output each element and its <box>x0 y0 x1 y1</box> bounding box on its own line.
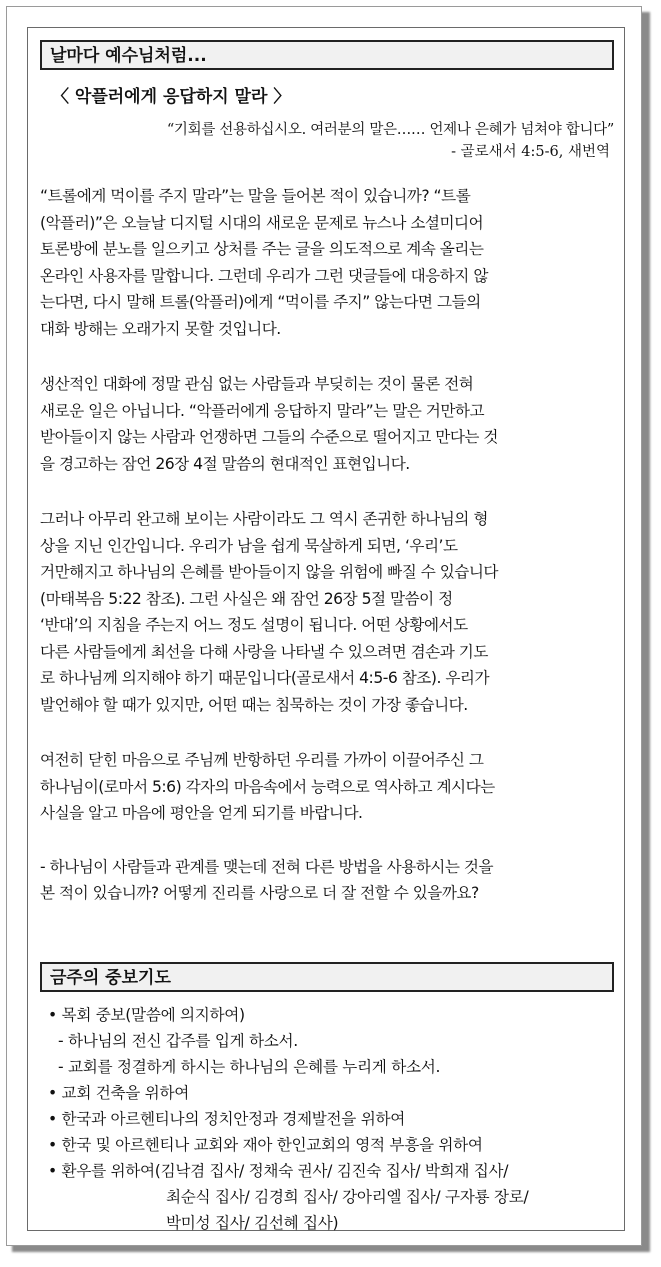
text-line: 다른 사람들에게 최선을 다해 사랑을 나타낼 수 있으려면 겸손과 기도 <box>40 642 488 661</box>
text-line: 거만해지고 하나님의 은혜를 받아들이지 않을 위험에 빠질 수 있습니다 <box>40 563 498 581</box>
text-line: 사실을 알고 마음에 평안을 얻게 되기를 바랍니다. <box>40 804 363 822</box>
prayer-item: • 한국 및 아르헨티나 교회와 재아 한인교회의 영적 부흥을 위하여 <box>48 1135 483 1154</box>
devotion-subtitle: 〈 악플러에게 응답하지 말라 〉 <box>52 87 291 107</box>
text-line: 생산적인 대화에 정말 관심 없는 사람들과 부딪히는 것이 물론 전혀 <box>40 375 474 393</box>
text-line: 본 적이 있습니까? 어떻게 진리를 사랑으로 더 잘 전할 수 있을까요? <box>40 884 479 902</box>
text-line: “트롤에게 먹이를 주지 말라”는 말을 들어본 적이 있습니까? “트롤 <box>40 187 471 205</box>
text-line: 상을 지닌 인간입니다. 우리가 남을 쉽게 묵살하게 되면, ‘우리’도 <box>40 536 458 555</box>
text-line: (악플러)”은 오늘날 디지털 시대의 새로운 문제로 뉴스나 소셜미디어 <box>40 213 484 232</box>
text-line: ‘반대’의 지침을 주는지 어느 정도 설명이 됩니다. 어떤 상황에서도 <box>40 616 468 634</box>
text-line: 받아들이지 않는 사람과 언쟁하면 그들의 수준으로 떨어지고 만다는 것 <box>40 428 498 446</box>
scripture-reference: - 골로새서 4:5-6, 새번역 <box>451 144 610 160</box>
text-line: 그러나 아무리 완고해 보이는 사람이라도 그 역시 존귀한 하나님의 형 <box>40 510 488 528</box>
text-line: 하나님이(로마서 5:6) 각자의 마음속에서 능력으로 역사하고 계시다는 <box>40 777 495 796</box>
prayer-subitem: - 하나님의 전신 갑주를 입게 하소서. <box>58 1031 298 1050</box>
prayer-continuation: 박미성 집사/ 김선혜 집사) <box>166 1213 339 1232</box>
prayer-header: 금주의 중보기도 <box>40 962 614 992</box>
section-spacer <box>40 907 614 962</box>
text-line: 새로운 일은 아닙니다. “악플러에게 응답하지 말라”는 말은 거만하고 <box>40 401 485 420</box>
prayer-continuation: 최순식 집사/ 김경희 집사/ 강아리엘 집사/ 구자룡 장로/ <box>166 1187 529 1206</box>
reflection-question <box>40 854 614 907</box>
prayer-list <box>48 1002 614 1236</box>
text-line: 온라인 사용자를 말합니다. 그런데 우리가 그런 댓글들에 대응하지 않 <box>40 266 488 285</box>
paragraph-3 <box>40 506 614 718</box>
prayer-item: • 환우를 위하여(김낙겸 집사/ 정채숙 권사/ 김진숙 집사/ 박희재 집사/ <box>48 1161 509 1180</box>
paragraph-2 <box>40 371 614 477</box>
text-line: 여전히 닫힌 마음으로 주님께 반항하던 우리를 가까이 이끌어주신 그 <box>40 751 484 769</box>
text-line: 을 경고하는 잠언 26장 4절 말씀의 현대적인 표현입니다. <box>40 454 410 473</box>
bulletin-page <box>6 6 642 1246</box>
scripture-quote: “기회를 선용하십시오. 여러분의 말은…… 언제나 은혜가 넘쳐야 합니다” <box>166 122 614 138</box>
prayer-item: • 교회 건축을 위하여 <box>48 1083 189 1102</box>
paragraph-4 <box>40 747 614 827</box>
text-line: 토론방에 분노를 일으키고 상처를 주는 글을 의도적으로 계속 올리는 <box>40 240 484 258</box>
text-line: 는다면, 다시 말해 트롤(악플러)에게 “먹이를 주지” 않는다면 그들의 <box>40 293 481 311</box>
prayer-subitem: - 교회를 정결하게 하시는 하나님의 은혜를 누리게 하소서. <box>58 1057 441 1076</box>
prayer-item: • 한국과 아르헨티나의 정치안정과 경제발전을 위하여 <box>48 1109 405 1128</box>
text-line: 로 하나님께 의지해야 하기 때문입니다(골로새서 4:5-6 참조). 우리가 <box>40 669 490 687</box>
devotion-header: 날마다 예수님처럼... <box>40 40 614 70</box>
text-line: - 하나님이 사람들과 관계를 맺는데 전혀 다른 방법을 사용하시는 것을 <box>40 857 494 876</box>
prayer-item: • 목회 중보(말씀에 의지하여) <box>48 1005 245 1024</box>
text-line: 대화 방해는 오래가지 못할 것입니다. <box>40 319 281 338</box>
content <box>40 40 614 1236</box>
text-line: 발언해야 할 때가 있지만, 어떤 때는 침묵하는 것이 가장 좋습니다. <box>40 695 468 714</box>
content-frame <box>27 27 625 1231</box>
paragraph-1 <box>40 183 614 342</box>
text-line: (마태복음 5:22 참조). 그런 사실은 왜 잠언 26장 5절 말씀이 정 <box>40 589 453 608</box>
